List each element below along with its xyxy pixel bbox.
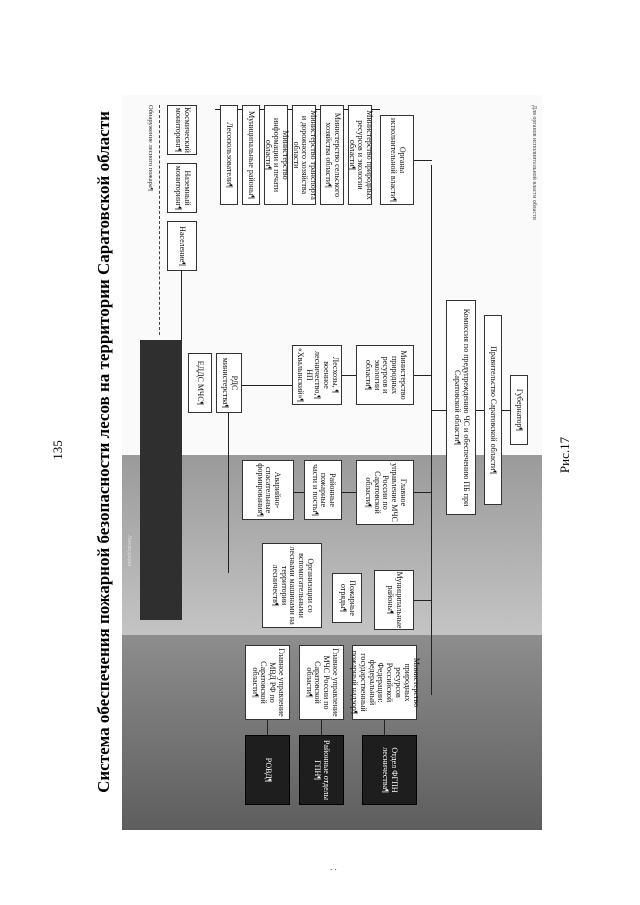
connector: [321, 720, 322, 735]
page-title: Система обеспечения пожарной безопасности лесов на территории Саратовской области: [94, 111, 113, 793]
main-mchs-box: Главное управление МЧС России по Саратовской области¶: [299, 645, 344, 720]
connector: [414, 375, 432, 376]
connector: [414, 160, 432, 161]
ministry-nature-left: Министерство природных ресурсов и экологии области¶: [348, 105, 372, 205]
municipal-districts-middle: Муниципальные районы¶: [374, 570, 414, 630]
connector: [432, 410, 446, 411]
space-monitoring-box: Космический мониторинг¶: [167, 105, 197, 155]
federal-ministry-box: Министерство природных ресурсов Российской Федерации: федеральный государственный пожарный надзор¶: [352, 645, 417, 720]
organizations-box: Организации со вспомогательными лесными машинами на территории лесничеств¶: [262, 543, 322, 628]
ministry-agriculture: Министерство сельского хозяйства области¶: [320, 105, 344, 205]
diagram-area: [122, 95, 542, 830]
page-number: 135: [50, 440, 65, 460]
rescue-formations-box: Аварийно-спасательные формирования¶: [242, 460, 294, 520]
commission-box: Комиссия по предупреждению ЧС и обеспечению ПБ при Саратовской области¶: [446, 300, 476, 515]
forestries-box: Лесхозы, ¶ военное лесничество,¶ НП «Хвалынский»¶: [292, 345, 342, 405]
population-box: Население¶: [167, 221, 197, 271]
ministry-transport: Министерство транспорта и дорожного хозяйства области: [292, 105, 316, 205]
connector: [431, 165, 432, 695]
fire-safety-diagram: [122, 95, 542, 830]
edds-box: ЕДДС МЧС¶: [188, 353, 212, 413]
municipal-districts-left: Муниципальные районы¶: [242, 105, 260, 205]
ministry-nature-middle: Министерство природных ресурсов и экологии области¶: [356, 345, 414, 405]
governor-box: Губернатор¶: [510, 375, 528, 445]
gpn-box: Районные отделы ГПН¶: [299, 735, 344, 805]
connector: [242, 385, 292, 386]
connector: [342, 375, 356, 376]
connector: [228, 413, 229, 573]
fgpn-box: Отдел ФГПН лесничества¶: [362, 735, 417, 805]
main-department-middle: Главное управление МЧС России по Саратовской области¶: [356, 460, 414, 525]
connector: [476, 410, 484, 411]
figure-caption: Рис.17: [557, 436, 572, 474]
executive-bodies-box: Органы исполнительной власти¶: [380, 115, 414, 205]
connector: [414, 600, 432, 601]
connector: [267, 720, 268, 735]
main-mvd-box: Главное управление МВД РФ по Саратовской области¶: [245, 645, 290, 720]
ground-monitoring-box: Наземный мониторинг¶: [167, 163, 197, 213]
fire-detection-label: Обнаружение лесного пожара¶: [147, 105, 154, 191]
district-fire-box: Районные пожарные части и посты¶: [304, 460, 342, 520]
ministry-information: Министерство информации и печати области¶: [264, 105, 288, 205]
connector: [414, 492, 432, 493]
dark-band-label: Ликвидация: [126, 535, 132, 567]
government-box: Правительство Саратовской области¶: [484, 315, 502, 505]
stray-marks: . .: [330, 862, 337, 872]
forest-users: Лесопользователи¶: [220, 105, 238, 205]
connector: [384, 720, 385, 735]
dark-band: [140, 340, 182, 620]
connector: [342, 492, 356, 493]
connector: [502, 410, 510, 411]
connector: [159, 105, 160, 335]
fire-units-box: Пожарные отряды¶: [332, 573, 362, 623]
connector: [294, 492, 304, 493]
rovd-box: РОВД¶: [245, 735, 290, 805]
rds-box: РДС министерства¶: [216, 353, 242, 413]
zone-label-regional: Для органов исполнительной власти области: [531, 105, 537, 220]
